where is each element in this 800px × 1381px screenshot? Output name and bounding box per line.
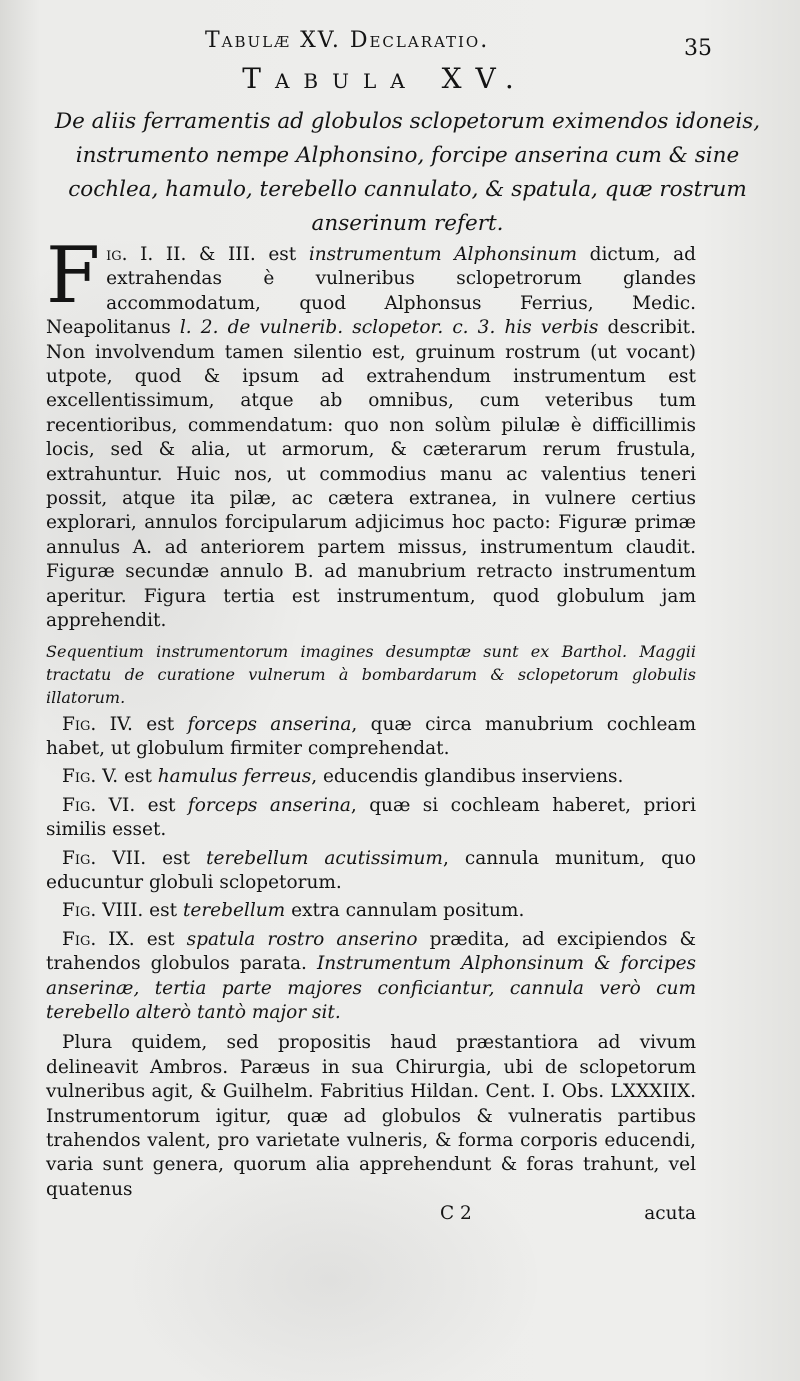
italic-term: forceps anserina [187, 713, 352, 735]
text-run: est [143, 900, 183, 922]
running-head: Tabulæ XV. Declaratio. [205, 28, 490, 53]
fig-entry [46, 713, 696, 762]
fig-label: ig. I. II. & III. [106, 244, 256, 265]
text-run: est [135, 794, 188, 816]
fig-entry [46, 899, 696, 923]
text-run: est [118, 766, 158, 788]
text-run: est [132, 713, 188, 735]
source-note: Sequentium instrumentorum imagines desumptæ sunt ex Barthol. Maggii tractatu de curatione vulnerum à bombardarum & sclopetorum globulis illatorum. [46, 641, 696, 707]
italic-note: Instrumentum Alphonsinum & forcipes anserinæ, tertia parte majores conficiantur, cannula verò cum terebello alterò tantò major sit. [46, 953, 697, 1023]
plate-subtitle: De aliis ferramentis ad globulos sclopetorum eximendos idoneis, instrumento nempe Alphonsino, forcipe anserina cum & sine cochlea, hamulo, terebello cannulato, & spatula, quæ rostrum anserinum refert. [54, 109, 761, 236]
drop-cap: F [46, 231, 101, 321]
catchword: acuta [644, 1203, 696, 1225]
italic-term: spatula rostro anserino [186, 928, 418, 950]
fig-label: Fig. IV. [62, 713, 133, 735]
fig-label: Fig. VI. [62, 794, 136, 816]
paragraph-conclusion: Plura quidem, sed propositis haud præstantiora ad vivum delineavit Ambros. Paræus in sua Chirurgia, ubi de sclopetorum vulneribus agit, & Guilhelm. Fabritius Hildan. Cent. I. Obs. LXXXIIX. Instrumentorum igitur, quæ ad globulos & vulneratis partibus trahendos valent, pro varietate vulneris, & forma corporis educendi, varia sunt genera, quorum alia apprehendunt & foras trahunt, vel quatenus [46, 1032, 696, 1200]
page-footer [46, 1202, 696, 1228]
paragraph-figs-1-3 [46, 231, 696, 634]
fig-entry [46, 794, 696, 843]
italic-term: instrumentum Alphonsinum [308, 244, 578, 265]
italic-term: terebellum acutissimum [206, 847, 443, 869]
text-run: , cannula munitum, quo educuntur globuli sclopetorum. [46, 847, 697, 893]
text-run: est [134, 928, 187, 950]
text-run: describit. Non involvendum tamen silentio est, gruinum rostrum (ut vocant) utpote, quod & ipsum ad extrahendum instrumentum est excellentissimum, atque ab omnibus, cum veteribus tum recentioribus, commendatum: quo non solùm pilulæ è difficillimis locis, sed & alia, ut armorum, & cæterarum rerum frustula, extrahuntur. Huic nos, ut commodius manu ac valentius teneri possit, atque ita pilæ, ac cætera extranea, in vulnere certius explorari, annulos forcipularum adjicimus hoc pacto: Figuræ primæ annulus A. ad anteriorem partem missus, instrumentum claudit. Figuræ secundæ annulo B. ad manubrium retracto instrumentum aperitur. Figura tertia est instrumentum, quod globulum jam apprehendit. [46, 317, 696, 632]
text-run: , quæ circa manubrium cochleam habet, ut globulum firmiter comprehendat. [46, 713, 697, 759]
italic-citation: l. 2. de vulnerib. sclopetor. c. 3. his verbis [179, 317, 599, 339]
fig-label: Fig. IX. [62, 928, 135, 950]
italic-term: terebellum [182, 900, 286, 922]
text-run: est [146, 847, 207, 869]
text-run: , quæ si cochleam haberet, priori similis esset. [46, 794, 696, 841]
fig-entry [46, 765, 696, 789]
italic-term: hamulus ferreus [157, 766, 312, 788]
italic-term: forceps anserina [187, 794, 351, 816]
main-text [46, 231, 697, 1228]
signature-mark: C 2 [440, 1203, 472, 1225]
text-run: extra cannulam positum. [285, 900, 525, 922]
page-number: 35 [684, 36, 712, 61]
fig-label: Fig. VIII. [62, 900, 144, 922]
fig-label: Fig. VII. [62, 847, 147, 869]
text-run: est [255, 244, 309, 265]
fig-entry [46, 928, 696, 1026]
text-run: dictum, ad extrahendas è vulneribus sclopetrorum glandes accommodatum, quod Alphonsus Ferrius, Medic. Neapolitanus [46, 244, 696, 339]
fig-label: Fig. V. [62, 766, 119, 788]
plate-title: Tabula XV. [242, 62, 528, 95]
fig-entry [46, 847, 696, 896]
text-run: , educendis glandibus inserviens. [311, 766, 624, 788]
text-run: prædita, ad excipiendos & trahendos globulos parata. [46, 928, 697, 975]
